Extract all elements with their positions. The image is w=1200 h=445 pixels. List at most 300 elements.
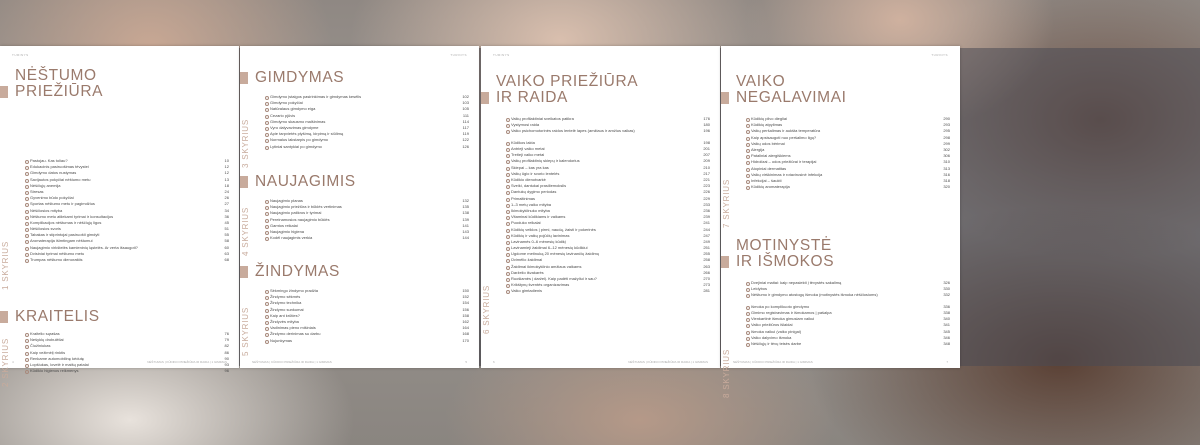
bullet-icon	[746, 318, 750, 322]
toc-entry-title: Pataliniai alergiškiems	[751, 153, 791, 159]
bullet-icon	[506, 173, 510, 177]
bullet-icon	[265, 96, 269, 100]
toc-entry-page: 316	[943, 171, 950, 177]
bullet-icon	[506, 210, 510, 214]
bullet-icon	[265, 200, 269, 204]
bullet-icon	[25, 210, 29, 214]
toc-entry-page: 336	[943, 303, 950, 309]
section-accent-bar	[721, 256, 729, 268]
toc-entry-title: Naujagimio planas	[270, 198, 303, 203]
toc-entry-page: 76	[224, 331, 229, 336]
section-accent-bar	[0, 86, 8, 98]
bullet-icon	[746, 174, 750, 178]
bullet-icon	[265, 139, 269, 143]
bullet-icon	[25, 185, 29, 189]
bullet-icon	[506, 235, 510, 239]
bullet-icon	[506, 284, 510, 288]
bullet-icon	[25, 216, 29, 220]
bullet-icon	[25, 259, 29, 263]
bullet-icon	[506, 247, 510, 251]
bullet-icon	[506, 204, 510, 208]
toc-entry-page: 299	[943, 140, 950, 146]
toc-entry-title: Nėščiosios svoris	[30, 226, 61, 232]
bullet-icon	[746, 294, 750, 298]
toc-entry[interactable]	[270, 338, 469, 344]
page-number: 5	[465, 360, 467, 364]
bullet-icon	[25, 160, 29, 164]
toc-entry-page: 122	[462, 137, 469, 143]
toc-entry-page: 27	[224, 201, 229, 207]
bullet-icon	[265, 102, 269, 106]
bullet-icon	[506, 118, 510, 122]
toc-entry-page: 345	[943, 328, 950, 334]
bullet-icon	[265, 127, 269, 131]
toc-entry-title: Renkame automobilinę kėdutę	[30, 355, 85, 361]
page-footer: NĖŠTUMAS | KŪDIKIO PRIEŽIŪRA IR RAIDA | 1 GIMIMAS	[733, 360, 813, 364]
toc-entry-title: Vaikų odos bėrimai	[751, 140, 785, 146]
toc-entry-title: Gimdymo pokyčiai	[270, 100, 303, 106]
toc-entry-title: Žindymo sunkumai	[270, 306, 304, 312]
page-number: 6	[493, 360, 495, 364]
toc-entry[interactable]	[270, 235, 469, 241]
bullet-icon	[746, 155, 750, 159]
bullet-icon	[25, 234, 29, 238]
toc-entry-page: 24	[224, 188, 229, 194]
toc-entry-page: 221	[703, 177, 710, 182]
toc-entry-title: Lopšiukas, lovelė ir maišų patalai	[30, 361, 89, 367]
toc-entry-page: 239	[703, 214, 710, 220]
bullet-icon	[746, 324, 750, 328]
toc-entry-page: 258	[703, 257, 710, 263]
toc-entry-page: 111	[462, 112, 469, 118]
section-accent-bar	[240, 176, 248, 188]
bullet-icon	[746, 130, 750, 134]
bullet-icon	[25, 345, 29, 349]
toc-entry-page: 273	[703, 282, 710, 288]
toc-list	[270, 94, 469, 150]
bullet-icon	[265, 340, 269, 344]
toc-entry-title: Vaiko dalyvimo išmoka	[751, 334, 792, 340]
bullet-icon	[746, 124, 750, 128]
bullet-icon	[25, 191, 29, 195]
toc-list	[30, 158, 229, 263]
toc-entry[interactable]	[751, 292, 950, 304]
bullet-icon	[25, 179, 29, 183]
toc-entry-page: 139	[462, 216, 469, 222]
toc-entry-page: 96	[224, 368, 229, 374]
bullet-icon	[25, 228, 29, 232]
bullet-icon	[506, 259, 510, 263]
toc-entry-title: Kūdikių veiklos | pirmi, naudą, žaisti ir pokerinės	[511, 226, 596, 232]
bullet-icon	[746, 288, 750, 292]
bullet-icon	[265, 302, 269, 306]
toc-entry-page: 210	[703, 164, 710, 170]
bullet-icon	[506, 266, 510, 270]
toc-entry-page: 229	[703, 195, 710, 201]
toc-entry-page: 209	[703, 158, 710, 164]
toc-entry-page: 12	[224, 170, 229, 176]
toc-entry-page: 332	[943, 292, 950, 298]
toc-entry-title: Naujagimio higiena	[270, 228, 305, 234]
page-header: TURINYS	[12, 53, 29, 57]
toc-entry-page: 144	[462, 235, 469, 241]
section-accent-bar	[481, 92, 489, 104]
toc-entry-title: Nėštumo ir gimdymo atostogų išmoka (motinystės išmoka nėščiosioms)	[751, 292, 878, 298]
toc-entry-title: Žindymo technika	[270, 300, 302, 306]
page-header: TURINYS	[493, 53, 510, 57]
toc-entry-title: Stresas	[30, 188, 44, 194]
toc-entry-title: Naujagimio virkštelės kamieninių ląstelės. Ar verta išsaugoti?	[30, 244, 138, 250]
toc-list	[270, 198, 469, 241]
toc-entry-page: 117	[462, 124, 469, 130]
toc-entry-page: 226	[703, 189, 710, 195]
page-number: 7	[946, 360, 948, 364]
toc-entry-page: 348	[943, 341, 950, 346]
bullet-icon	[746, 143, 750, 147]
section-accent-bar	[240, 266, 248, 278]
toc-entry-title: Lytiniai santykiai po gimdymo	[270, 143, 322, 149]
toc-entry-title: Kūdikio dienotvarkė	[511, 177, 546, 182]
bullet-icon	[265, 231, 269, 235]
toc-entry-page: 302	[943, 146, 950, 152]
bullet-icon	[265, 315, 269, 319]
toc-entry-page: 330	[943, 286, 950, 292]
toc-entry-title: Ikimokyklinuko mityba	[511, 207, 550, 213]
toc-entry-title: Išmoka vaikui (vaiko pinigai)	[751, 328, 802, 334]
toc-entry-page: 10	[224, 158, 229, 163]
toc-entry-title: Savijautos pokyčiai nėštumo metu	[30, 176, 91, 182]
toc-entry-page: 207	[703, 152, 710, 158]
bullet-icon	[25, 247, 29, 251]
bullet-icon	[25, 203, 29, 207]
toc-entry-page: 164	[462, 325, 469, 331]
toc-entry-page: 82	[224, 343, 229, 349]
chapter-label: 5 SKYRIUS	[241, 307, 250, 356]
bullet-icon	[506, 154, 510, 158]
toc-entry-title: Kūdikių pilvo diegliai	[751, 116, 788, 121]
toc-entry-page: 270	[703, 276, 710, 281]
toc-entry-title: Vitaminai kūdikiams ir vaikams	[511, 214, 566, 220]
bullet-icon	[506, 278, 510, 282]
toc-entry-page: 26	[224, 195, 229, 201]
toc-entry-title: Nujunkymas	[270, 337, 293, 343]
section-title: KRAITELIS	[15, 308, 100, 325]
bullet-icon	[506, 179, 510, 183]
bullet-icon	[25, 197, 29, 201]
toc-entry-title: Kūdikių ir vaikų pojūčių lavinimas	[511, 232, 570, 238]
toc-entry-title: Trumpas nėštumo dienoraštis	[30, 257, 83, 262]
toc-entry[interactable]	[511, 288, 710, 294]
toc-entry-page: 201	[703, 146, 710, 152]
toc-entry-title: Čiužiniukas	[30, 343, 51, 349]
bullet-icon	[506, 272, 510, 276]
toc-entry-page: 12	[224, 164, 229, 170]
toc-entry-title: Antrieji vaiko metai	[511, 146, 545, 152]
toc-entry-page: 198	[703, 139, 710, 145]
bullet-icon	[506, 198, 510, 202]
page-number: 4	[12, 360, 14, 364]
toc-entry-title: Naujagimio priežiūra ir būklės vertinimas	[270, 204, 342, 210]
toc-entry-title: Dvisiniai tyrimai nėštumo metu	[30, 250, 85, 256]
bullet-icon	[265, 115, 269, 119]
toc-entry-page: 320	[943, 184, 950, 190]
toc-entry-title: Kodėl naujagimis verkia	[270, 235, 313, 241]
toc-entry-page: 60	[224, 244, 229, 250]
toc-entry-page: 114	[462, 118, 469, 124]
toc-entry-page: 63	[224, 250, 229, 256]
toc-entry-page: 290	[943, 116, 950, 121]
bullet-icon	[746, 306, 750, 310]
toc-entry-title: Darželio išvakarės	[511, 269, 544, 275]
toc-entry-title: Ugdome metinuką 20 mėnesių lavinančių žaidimų	[511, 251, 600, 257]
book-page-2	[240, 46, 479, 368]
bullet-icon	[265, 225, 269, 229]
bullet-icon	[746, 118, 750, 122]
toc-entry-title: Primaitinimas	[511, 195, 536, 201]
toc-entry-title: Kūdikio higienos reikmenys	[30, 368, 79, 374]
bullet-icon	[746, 337, 750, 341]
toc-entry-title: Vystymosi raida	[511, 122, 540, 128]
bullet-icon	[265, 321, 269, 325]
toc-entry-page: 36	[224, 213, 229, 219]
toc-entry-page: 180	[703, 122, 710, 128]
toc-entry-page: 68	[224, 257, 229, 262]
bullet-icon	[506, 130, 510, 134]
bullet-icon	[506, 124, 510, 128]
toc-entry-title: Hidrolizai – odos priežiūrai ir terapijai	[751, 159, 817, 165]
toc-entry-title: Gimdymo įstaigos pasirinkimas ir gimdymas kesėlis	[270, 94, 362, 99]
toc-entry-page: 135	[462, 204, 469, 210]
bullet-icon	[506, 185, 510, 189]
toc-entry-page: 150	[462, 288, 469, 293]
bullet-icon	[746, 186, 750, 190]
section-accent-bar	[721, 92, 729, 104]
toc-entry-page: 223	[703, 183, 710, 189]
toc-entry-title: Kūdikių aromaterapija	[751, 184, 790, 190]
page-footer: NĖŠTUMAS | KŪDIKIO PRIEŽIŪRA IR RAIDA | 1 GIMIMAS	[628, 360, 708, 364]
bullet-icon	[265, 333, 269, 337]
toc-entry-page: 158	[462, 312, 469, 318]
toc-entry-page: 306	[943, 153, 950, 159]
page-footer: NĖŠTUMAS | KŪDIKIO PRIEŽIŪRA IR RAIDA | 1 GIMIMAS	[147, 360, 227, 364]
toc-entry-title: Vaikų profilaktinių skiepų ir kalendorius	[511, 158, 580, 164]
toc-entry-page: 51	[224, 226, 229, 232]
toc-entry-title: Dvejiniai maitai: kaip nepasiekti į tėvystės sakalimą	[751, 280, 842, 285]
page-footer: NĖŠTUMAS | KŪDIKIO PRIEŽIŪRA IR RAIDA | 1 GIMIMAS	[252, 360, 332, 364]
toc-entry-page: 154	[462, 300, 469, 306]
bullet-icon	[506, 253, 510, 257]
book-page-4	[721, 46, 960, 398]
section-accent-bar	[240, 72, 248, 84]
bullet-icon	[25, 172, 29, 176]
toc-entry[interactable]	[511, 128, 710, 140]
toc-entry-page: 249	[703, 238, 710, 244]
bullet-icon	[265, 327, 269, 331]
toc-entry-title: Infekcijai – šaukti	[751, 177, 782, 183]
toc-entry-page: 156	[462, 306, 469, 312]
bullet-icon	[25, 370, 29, 374]
toc-entry-title: Gamtos reikalai	[270, 222, 298, 228]
toc-entry[interactable]	[751, 184, 950, 190]
bullet-icon	[265, 296, 269, 300]
toc-entry-page: 326	[943, 280, 950, 285]
toc-entry-title: Žindyvės mityba	[270, 318, 299, 324]
chapter-label: 6 SKYRIUS	[482, 285, 491, 334]
toc-entry-title: Kūdikių atpylimas	[751, 122, 783, 128]
toc-entry-title: Vyro dalyvavimas gimdyme	[270, 124, 319, 130]
toc-entry-title: Puoduko reikalai	[511, 220, 541, 226]
toc-entry-title: Nešyklų drobulėliai	[30, 337, 64, 343]
toc-entry-title: Vaikų profilaktiniai sveikatos patikra	[511, 116, 574, 121]
toc-entry-title: Ūvimėlio žaidimai	[511, 257, 543, 263]
section-accent-bar	[0, 311, 8, 323]
chapter-label: 8 SKYRIUS	[722, 349, 731, 398]
toc-entry-title: Išmoka po komplikuoto gimdymo	[751, 303, 810, 309]
toc-entry-title: Leidybos	[751, 286, 768, 292]
toc-entry-page: 346	[943, 334, 950, 340]
toc-list	[270, 288, 469, 344]
toc-entry-title: Tabakas ir stiprintojai pasiruošti gimdyti	[30, 232, 100, 238]
toc-entry-title: Apie tarpvietės plyšimą, kirpimą ir siūlimą	[270, 131, 344, 137]
toc-entry-title: Vaikų virškinimas ir rotavirusinė infekcija	[751, 171, 823, 177]
toc-entry-title: Nėščiosios mityba	[30, 207, 63, 213]
toc-list	[751, 280, 950, 347]
toc-entry-page: 102	[462, 94, 469, 99]
toc-entry-title: Gimdymo skausmo malšinimas	[270, 118, 326, 124]
bullet-icon	[506, 191, 510, 195]
bullet-icon	[265, 309, 269, 313]
toc-entry-page: 162	[462, 318, 469, 324]
toc-entry-title: Kūdikos lakta	[511, 139, 535, 145]
toc-entry-page: 244	[703, 226, 710, 232]
bullet-icon	[746, 161, 750, 165]
toc-entry-title: Vaikų peršalimas ir aukšta temperatūra	[751, 128, 821, 134]
toc-entry-title: Pastojau. Kas toliau?	[30, 158, 68, 163]
toc-entry-title: Kaip ant krūties?	[270, 312, 300, 318]
toc-entry-title: Lavinamės 0–6 mėnesių kūdikį	[511, 238, 566, 244]
toc-entry-title: Vienkartinė išmoka gimusiam vaikui	[751, 316, 815, 322]
bullet-icon	[25, 339, 29, 343]
bullet-icon	[746, 180, 750, 184]
toc-entry-title: Vadinimas pieno mišiniais	[270, 325, 316, 331]
bullet-icon	[746, 331, 750, 335]
page-header: TURINYS	[450, 53, 467, 57]
toc-entry-page: 251	[703, 245, 710, 251]
chapter-label: 1 SKYRIUS	[1, 241, 10, 290]
toc-entry-title: Komplikacijos nėštumas ir nėščiųjų ligos	[30, 219, 102, 225]
bullet-icon	[265, 212, 269, 216]
bullet-icon	[746, 168, 750, 172]
toc-entry-page: 55	[224, 232, 229, 238]
bullet-icon	[25, 358, 29, 362]
toc-entry-page: 79	[224, 337, 229, 343]
bullet-icon	[506, 167, 510, 171]
toc-entry[interactable]	[30, 368, 229, 374]
toc-list	[511, 116, 710, 295]
toc-entry-title: Vaikų ūgio ir svorio lentelės	[511, 170, 560, 176]
toc-entry-page: 298	[943, 134, 950, 140]
toc-entry-page: 168	[462, 331, 469, 337]
toc-entry-page: 247	[703, 232, 710, 238]
section-title: GIMDYMAS	[255, 69, 345, 86]
page-header: TURINYS	[931, 53, 948, 57]
toc-entry-title: Ruošiamės į darželį. Kaip padėti mažyliui ir sau?	[511, 276, 597, 281]
toc-entry-page: 263	[703, 263, 710, 269]
toc-entry-title: Natūralaus gimdymo eiga	[270, 106, 316, 112]
section-title: ŽINDYMAS	[255, 263, 340, 280]
toc-entry-title: Žindymo sėkmės	[270, 294, 301, 300]
toc-entry-title: Sportas nėštumo metu ir pagimdžius	[30, 201, 95, 207]
toc-list	[30, 331, 229, 374]
toc-entry-title: Kaip vežimėlį rinktis	[30, 349, 66, 355]
toc-entry-title: Tretieji vaiko metai	[511, 152, 545, 158]
toc-entry-page: 313	[943, 165, 950, 171]
toc-entry-page: 132	[462, 198, 469, 203]
toc-entry-page: 170	[462, 337, 469, 343]
toc-entry-page: 45	[224, 219, 229, 225]
toc-list	[751, 116, 950, 190]
toc-entry-title: Pereinamosios naujagimio būklės	[270, 216, 330, 222]
toc-entry-page: 266	[703, 269, 710, 275]
bullet-icon	[25, 352, 29, 356]
bullet-icon	[265, 290, 269, 294]
toc-entry-page: 340	[943, 316, 950, 322]
toc-entry-title: Aromaterapija išimtingam nėštumui	[30, 238, 93, 244]
bullet-icon	[265, 219, 269, 223]
toc-entry-title: Kraitelio sąrašas	[30, 331, 60, 336]
bullet-icon	[746, 282, 750, 286]
toc-entry-title: Vaiko gimtadienis	[511, 288, 543, 294]
toc-entry-title: Normalus lakstarpis po gimdymo	[270, 137, 329, 143]
toc-entry-title: Atopiniai dermatitas	[751, 165, 787, 171]
toc-entry-page: 241	[703, 220, 710, 226]
toc-entry-title: Nėštumo metu atliekami tyrimai ir konsultacijos	[30, 213, 114, 219]
section-title: MOTINYSTĖ IR IŠMOKOS	[736, 237, 835, 270]
toc-entry-page: 255	[703, 251, 710, 257]
toc-entry-title: Dantukų dygimo periodas	[511, 189, 557, 195]
bullet-icon	[506, 229, 510, 233]
section-title: NĖŠTUMO PRIEŽIŪRA	[15, 67, 104, 100]
bullet-icon	[746, 137, 750, 141]
bullet-icon	[25, 222, 29, 226]
toc-entry[interactable]	[270, 144, 469, 150]
toc-entry-page: 103	[462, 100, 469, 106]
toc-entry-page: 119	[462, 131, 469, 137]
toc-entry-page: 152	[462, 294, 469, 300]
toc-entry-page: 176	[703, 116, 710, 121]
toc-entry-title: Nėščiųjų anemija	[30, 182, 61, 188]
chapter-label: 2 SKYRIUS	[1, 338, 10, 387]
toc-entry[interactable]	[751, 341, 950, 347]
toc-entry-title: Gimimo registravimas ir išmokamos | pašalpa	[751, 310, 832, 316]
toc-entry-title: Nėščiųjų ir tėvų teisės darbe	[751, 341, 802, 346]
bullet-icon	[506, 241, 510, 245]
bullet-icon	[25, 333, 29, 337]
toc-entry-title: Sėkmingo žindymo pradžia	[270, 288, 319, 293]
book-page-1	[0, 46, 239, 387]
toc-entry-title: Naujagimio patikros ir tyrimai	[270, 210, 322, 216]
section-title: VAIKO PRIEŽIŪRA IR RAIDA	[496, 73, 639, 106]
toc-entry[interactable]	[30, 257, 229, 263]
bullet-icon	[506, 290, 510, 294]
toc-entry-page: 338	[943, 310, 950, 316]
bullet-icon	[25, 364, 29, 368]
book-page-3	[481, 46, 720, 368]
toc-entry-page: 341	[943, 322, 950, 328]
bullet-icon	[506, 148, 510, 152]
toc-entry-page: 318	[943, 177, 950, 183]
toc-entry-page: 293	[943, 122, 950, 128]
